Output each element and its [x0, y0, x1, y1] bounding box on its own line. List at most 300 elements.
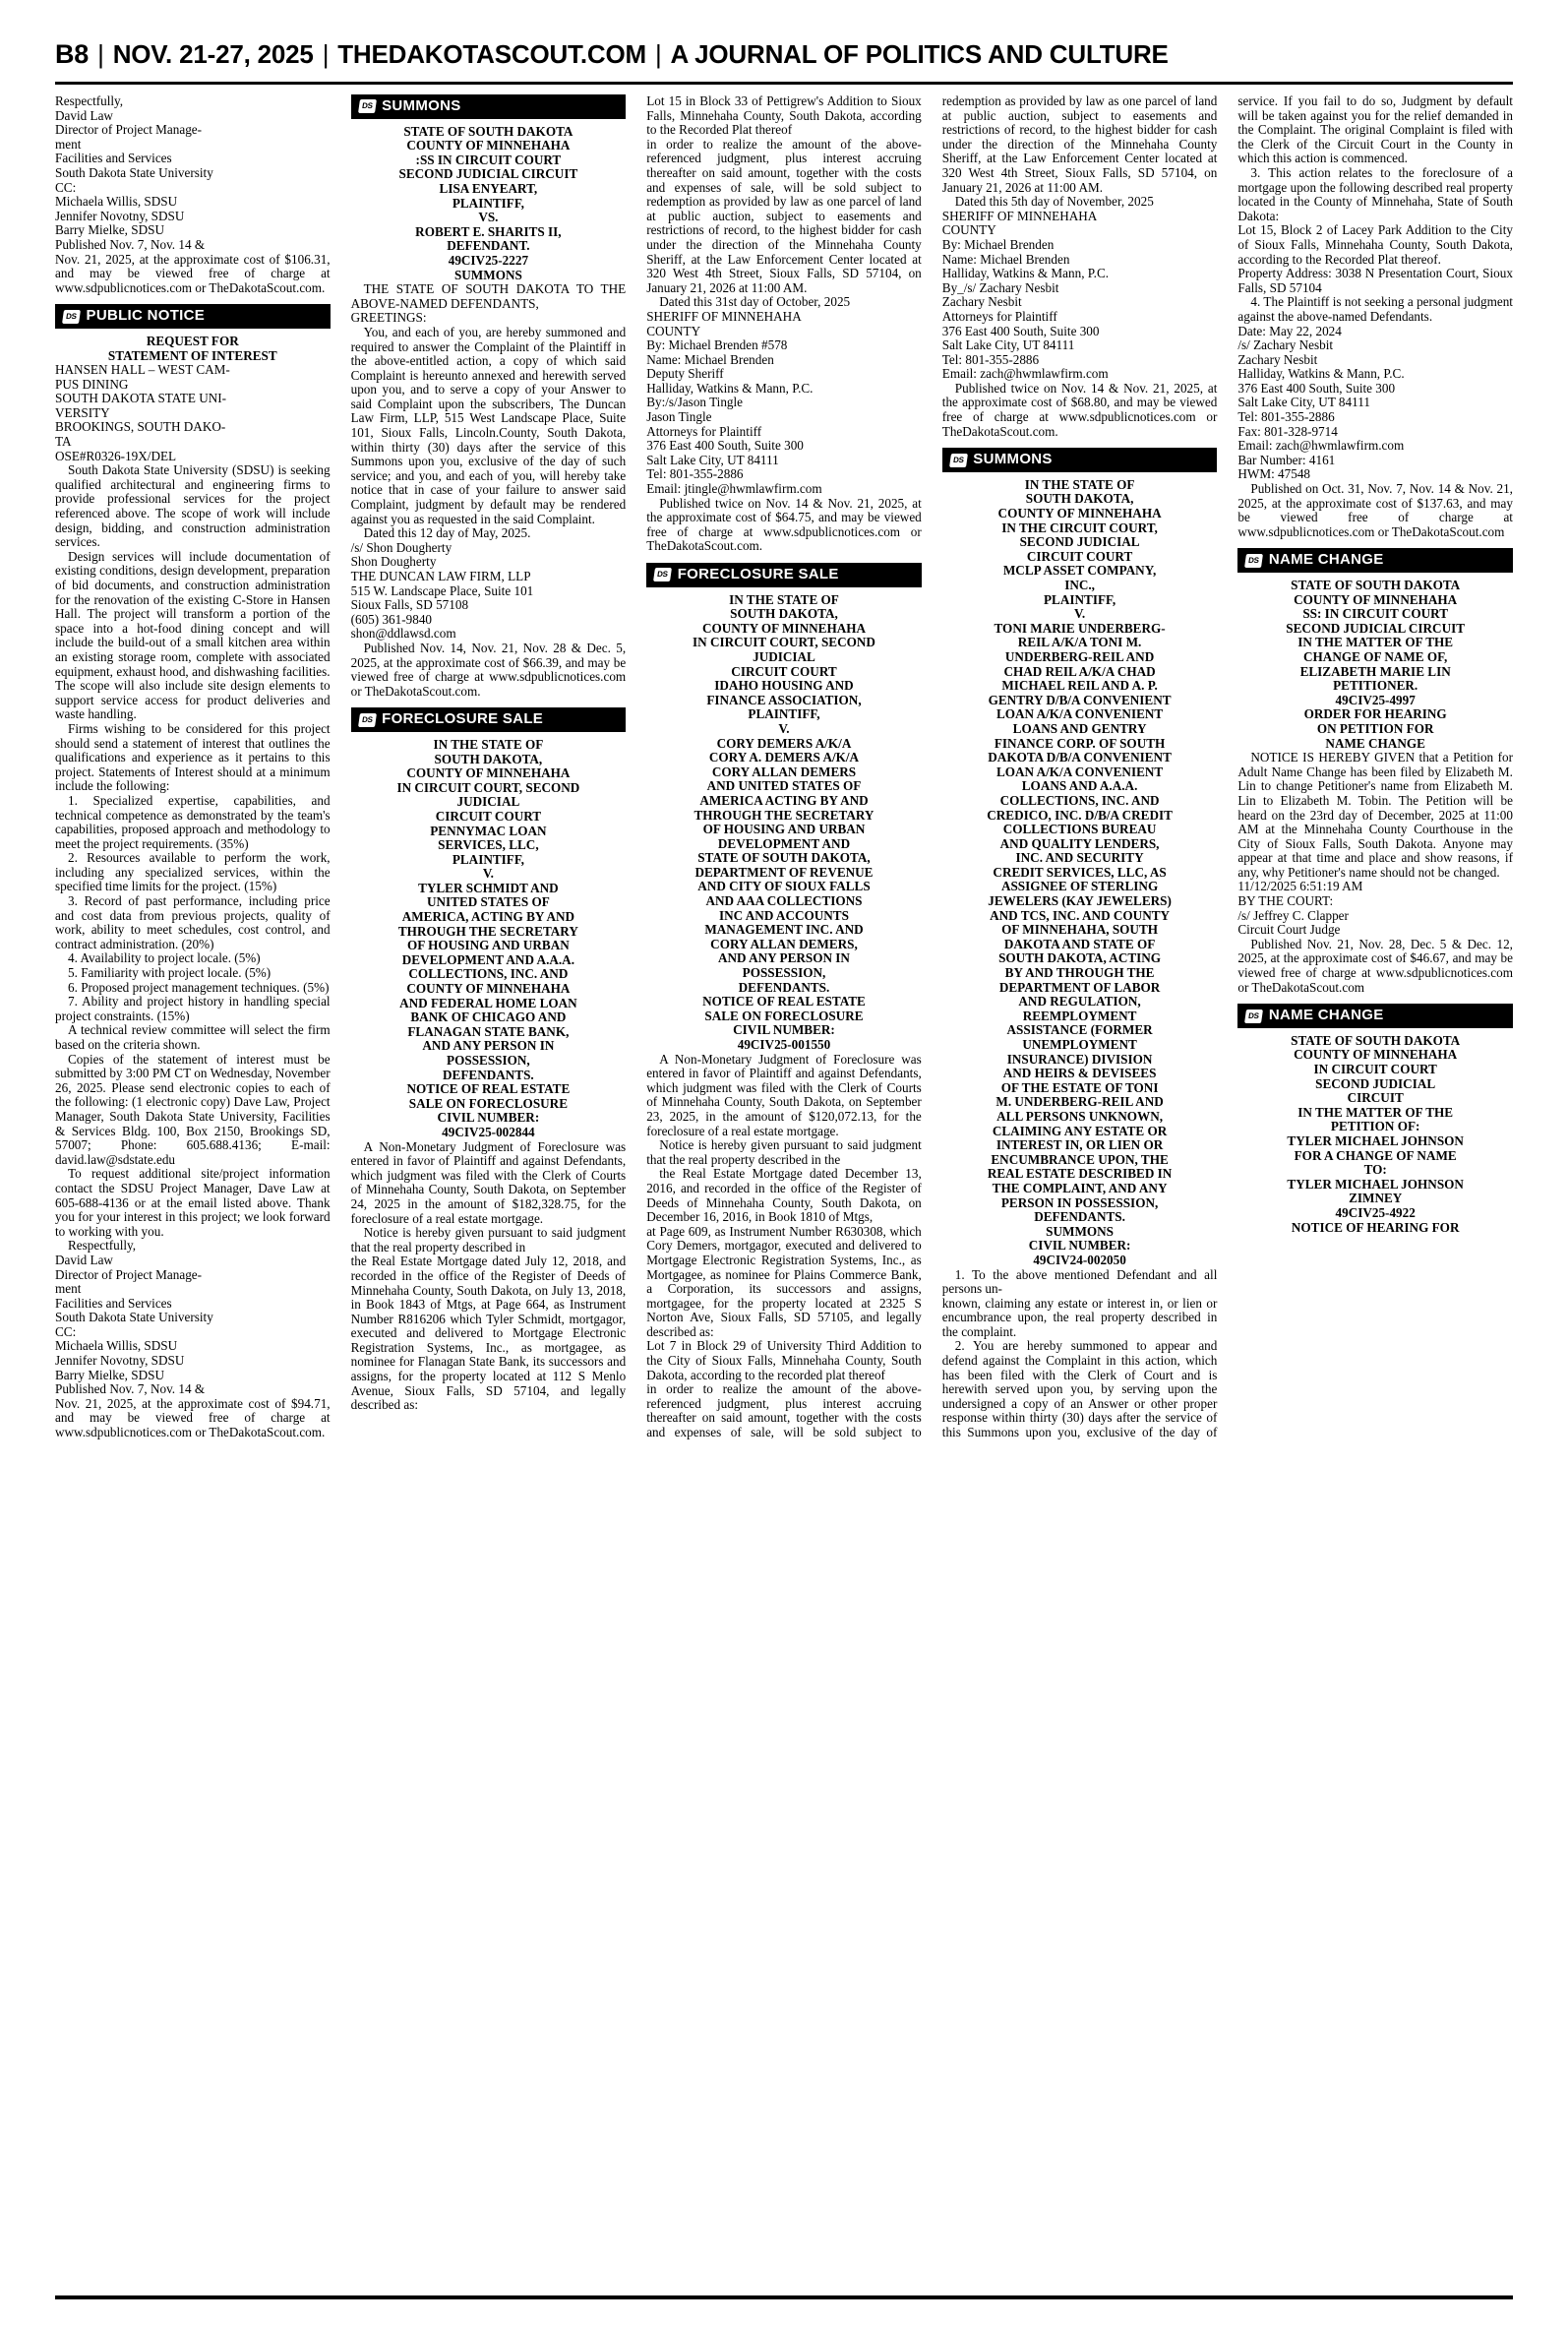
case-caption-line: CIVIL NUMBER: — [437, 1110, 540, 1126]
signature-line: Salt Lake City, UT 84111 — [1237, 395, 1370, 410]
signature-line: Date: May 22, 2024 — [1237, 323, 1342, 338]
case-caption-line: AND FEDERAL HOME LOAN — [399, 995, 577, 1010]
case-caption-line: CORY ALLAN DEMERS, — [710, 936, 858, 951]
continued-line: Director of Project Manage- — [55, 1266, 203, 1282]
case-caption-line: UNDERBERG-REIL AND — [1004, 648, 1155, 664]
signature-line: Salt Lake City, UT 84111 — [646, 452, 779, 467]
continued-line: Facilities and Services — [55, 1295, 172, 1311]
signature-line: HWM: 47548 — [1237, 466, 1311, 482]
section-header-label: NAME CHANGE — [1268, 551, 1384, 569]
notice-paragraph: Copies of the statement of interest must be submitted by 3:00 PM CT on Wednesday, November 26, 2025. Please send electronic copies to each of the following: (1 electronic copy) Dave Law, Project Manager, South Dakota State University, Facilities & Services Bldg. 100, Box 2150, Brookings SD, 57007; Phone: 605.688.4136; E-mail: david.law@sdstate.edu — [55, 1051, 331, 1167]
legal-description: Lot 15, Block 2 of Lacey Park Addition to the City of Sioux Falls, Minnehaha County, South Dakota, according to the Recorded Plat thereof. — [1237, 222, 1513, 267]
case-caption-line: IN THE MATTER OF THE — [1297, 635, 1454, 650]
signature-line: Name: Michael Brenden — [646, 351, 774, 367]
section-header-label: SUMMONS — [973, 451, 1053, 468]
summons-paragraph: 2. You are hereby summoned to appear and defend against the Complaint in this action, which has been filed with the Clerk of Court and is herewith served upon you, by serving upon the undersigned a copy of an Answer or other proper response within thirty (30) days after the service of this Summons upon you, exclusive of the day of service. If you fail to do so, Judgment by default will be taken against you for the relief demanded in the Complaint. The original Complaint is filed with the Clerk of the Circuit Court in the County in which this action is commenced. — [941, 93, 1513, 1440]
signature-line: shon@ddlawsd.com — [350, 626, 456, 642]
case-caption-line: INC. AND SECURITY — [1015, 850, 1144, 866]
case-caption-line: SECOND JUDICIAL CIRCUIT — [1286, 620, 1466, 636]
case-caption-line: IN CIRCUIT COURT, SECOND — [693, 635, 875, 650]
section-header-label: FORECLOSURE SALE — [382, 710, 544, 728]
continued-paragraph: known, claiming any estate or interest in, or lien or encumbrance upon, the real property described in the complaint. — [941, 1295, 1218, 1339]
section-header-label: SUMMONS — [382, 97, 461, 114]
case-caption-line: CORY DEMERS A/K/A — [716, 735, 852, 751]
published-line: Published on Oct. 31, Nov. 7, Nov. 14 & Nov. 21, 2025, at the approximate cost of $137.63, and may be viewed free of charge at www.sdpublicnotices.com or TheDakotaScout.com — [1237, 481, 1513, 539]
notice-paragraph: 2. Resources available to perform the work, including any specialized services, within the specified time limits for the project. (15%) — [55, 850, 331, 894]
case-caption-line: SECOND JUDICIAL CIRCUIT — [398, 166, 578, 182]
case-caption-line: STATE OF SOUTH DAKOTA — [403, 123, 573, 139]
case-caption-line: DEFENDANTS. — [1034, 1209, 1125, 1225]
case-caption-line: COUNTY OF MINNEHAHA — [1294, 591, 1458, 607]
foreclosure-paragraph: in order to realize the amount of the above-referenced judgment, plus interest accruing thereafter on said amount, together with the costs and expenses of sale, will be sold subject to redemption as provided by law as one parcel of land at public auction, subject to easements and restrictions of record, to the highest bidder for cash under the direction of the Minnehaha County Sheriff, at the Law Enforcement Center located at 320 West 4th Street, Sioux Falls, SD 57104, on January 21, 2026 at 11:00 AM. — [646, 136, 922, 295]
signature-line: BY THE COURT: — [1237, 893, 1334, 909]
scout-logo-icon: DS — [653, 568, 671, 581]
scout-logo-icon: DS — [358, 99, 376, 113]
case-caption-line: NOTICE OF REAL ESTATE — [406, 1081, 571, 1097]
case-caption-line: ASSIGNEE OF STERLING — [1000, 879, 1159, 894]
case-caption-line: SECOND JUDICIAL — [1019, 534, 1140, 550]
foreclosure-paragraph: A Non-Monetary Judgment of Foreclosure was entered in favor of Plaintiff and against Defendants, which judgment was filed with the Clerk of Courts of Minnehaha County, South Dakota, on September 23, 2025, in the amount of $120,072.13, for the foreclosure of a real estate mortgage. — [646, 1051, 922, 1138]
case-caption-line: CORY ALLAN DEMERS — [711, 764, 857, 779]
signature-line: Circuit Court Judge — [1237, 922, 1341, 938]
continued-line: Jennifer Novotny, SDSU — [55, 208, 185, 223]
case-caption-line: IN THE STATE OF — [1024, 476, 1135, 492]
case-caption-line: PLAINTIFF, — [452, 851, 524, 867]
notice-paragraph: To request additional site/project information contact the SDSU Project Manager, Dave Law at 605-688-4136 or at the email listed above. Thank you for your interest in this project; we look forward to working with you. — [55, 1166, 331, 1239]
case-caption-line: MICHAEL REIL AND A. P. — [1001, 678, 1158, 694]
continued-paragraph: at Page 609, as Instrument Number R630308, which Cory Demers, mortgagor, executed and delivered to Mortgage Electronic Registration Systems, Inc., as Mortgagee, as nominee for Plains Commerce Bank, a Corporation, its successors and assigns, mortgagee, for the property located at 2325 S Norton Ave, Sioux Falls, SD 57105, and legally described as: — [646, 1223, 922, 1339]
signature-line: Tel: 801-355-2886 — [941, 351, 1040, 367]
signature-line: 376 East 400 South, Suite 300 — [646, 438, 804, 454]
case-caption-line: PENNYMAC LOAN — [430, 823, 547, 838]
notice-sub-line: PUS DINING — [55, 376, 129, 392]
signature-line: By: Michael Brenden — [941, 236, 1055, 252]
case-caption-line: CREDIT SERVICES, LLC, AS — [993, 864, 1167, 880]
signature-line: By: Michael Brenden #578 — [646, 337, 788, 353]
scout-logo-icon: DS — [62, 310, 80, 324]
case-caption-line: THROUGH THE SECRETARY — [397, 923, 578, 939]
notice-paragraph: Respectfully, — [68, 1238, 137, 1254]
case-caption-line: AND CITY OF SIOUX FALLS — [697, 879, 871, 894]
section-header-label: NAME CHANGE — [1268, 1007, 1384, 1024]
case-caption-line: IN THE MATTER OF THE — [1297, 1104, 1454, 1120]
case-caption-line: COLLECTIONS BUREAU — [1002, 822, 1157, 837]
continued-line: Published Nov. 7, Nov. 14 & — [55, 1381, 206, 1397]
case-caption-line: ZIMNEY — [1349, 1191, 1403, 1206]
summons-paragraph: 4. The Plaintiff is not seeking a personal judgment against the above-named Defendants. — [1237, 294, 1513, 324]
case-caption-line: REEMPLOYMENT — [1022, 1008, 1137, 1023]
case-caption-line: LOAN A/K/A CONVENIENT — [995, 764, 1164, 779]
foreclosure-paragraph: the Real Estate Mortgage dated December 13, 2016, and recorded in the office of the Register of Deeds of Minnehaha County, South Dakota, on December 16, 2016, in Book 1810 of Mtgs, — [646, 1166, 922, 1225]
case-caption-line: PLAINTIFF, — [452, 195, 524, 211]
case-caption-line: DEFENDANTS. — [738, 979, 830, 995]
signature-line: Deputy Sheriff — [646, 366, 724, 382]
continued-line: CC: — [55, 179, 77, 195]
case-caption-line: POSSESSION, — [742, 965, 826, 981]
summons-paragraph: You, and each of you, are hereby summoned and required to answer the Complaint of the Plaintiff in the above-entitled action, a copy of which said Complaint is hereunto annexed and herewith served upon you, and to serve a copy of your Answer to said Complaint upon the subscribers, The Duncan Law Firm, LLP, 515 West Landscape Place, Suite 101, Sioux Falls, Lincoln.County, South Dakota, within thirty (30) days after the service of this Summons upon you, exclusive of the day of such service; and you, and each of you, will hereby take notice that in case of your failure to answer said Complaint, judgment by default may be rendered against you as requested in the said Complaint. — [350, 324, 627, 526]
case-caption-line: PETITION OF: — [1330, 1119, 1420, 1134]
signature-line: Fax: 801-328-9714 — [1237, 423, 1338, 439]
case-caption-line: SUMMONS — [453, 267, 522, 282]
summons-paragraph: GREETINGS: — [350, 310, 427, 326]
case-caption-line: AND TCS, INC. AND COUNTY — [990, 907, 1171, 923]
case-caption-line: :SS IN CIRCUIT COURT — [415, 152, 562, 167]
case-caption-line: DEPARTMENT OF LABOR — [998, 979, 1161, 995]
case-caption-line: AND UNITED STATES OF — [706, 778, 862, 794]
section-header-summons-2 — [942, 448, 1218, 472]
case-caption-line: PLAINTIFF, — [748, 706, 820, 722]
case-caption-line: PERSON IN POSSESSION, — [1000, 1194, 1159, 1210]
case-caption-line: DAKOTA AND STATE OF — [1003, 936, 1156, 951]
case-caption-line: OF MINNEHAHA, SOUTH — [1001, 922, 1159, 938]
case-caption-line: COLLECTIONS, INC. AND — [999, 792, 1160, 808]
signature-line: Shon Dougherty — [350, 554, 437, 570]
case-caption-line: COUNTY OF MINNEHAHA — [406, 981, 571, 997]
signature-line: /s/ Shon Dougherty — [350, 539, 452, 555]
continued-line: South Dakota State University — [55, 164, 213, 180]
continued-line: David Law — [55, 1252, 113, 1267]
case-caption-line: DEVELOPMENT AND — [717, 835, 851, 851]
continued-tail: Nov. 21, 2025, at the approximate cost of $106.31, and may be viewed free of charge at www.sdpublicnotices.com or TheDakotaScout.com. — [55, 251, 331, 295]
scout-logo-icon: DS — [1244, 554, 1262, 568]
case-caption-line: JUDICIAL — [456, 794, 520, 810]
case-caption-line: JUDICIAL — [753, 648, 815, 664]
case-caption-line: CORY A. DEMERS A/K/A — [708, 750, 860, 765]
case-caption-line: LOANS AND GENTRY — [1012, 720, 1147, 736]
notice-sub-line: BROOKINGS, SOUTH DAKO- — [55, 419, 226, 435]
signature-line: Zachary Nesbit — [1237, 351, 1318, 367]
notice-paragraph: 7. Ability and project history in handling special project constraints. (15%) — [55, 994, 331, 1023]
notice-paragraph: A technical review committee will select the firm based on the criteria shown. — [55, 1022, 331, 1052]
signature-line: /s/ Zachary Nesbit — [1237, 337, 1334, 353]
case-caption-line: MANAGEMENT INC. AND — [704, 922, 864, 938]
legal-description: Lot 7 in Block 29 of University Third Addition to the City of Sioux Falls, Minnehaha County, South Dakota, according to the recorded plat thereof — [646, 1338, 922, 1382]
notice-sub-line: OSE#R0326-19X/DEL — [55, 448, 177, 463]
case-caption-line: 49CIV24-002050 — [1033, 1252, 1126, 1267]
case-caption-line: NOTICE OF REAL ESTATE — [702, 994, 866, 1010]
case-caption-line: STATE OF SOUTH DAKOTA — [1291, 1032, 1461, 1048]
section-header-name-change-1 — [1237, 548, 1513, 573]
case-caption-line: AND ANY PERSON IN — [422, 1038, 555, 1054]
section-header-label: PUBLIC NOTICE — [86, 307, 206, 325]
section-header-summons — [351, 94, 627, 119]
case-caption-line: CIVIL NUMBER: — [733, 1022, 835, 1038]
case-caption-line: VS. — [478, 210, 499, 225]
continued-line: ment — [55, 1281, 82, 1297]
case-caption-line: SOUTH DAKOTA, ACTING — [998, 950, 1162, 966]
case-caption-line: CREDICO, INC. D/B/A CREDIT — [987, 807, 1173, 823]
notice-paragraph: 5. Familiarity with project locale. (5%) — [68, 965, 271, 981]
continued-tail: Nov. 21, 2025, at the approximate cost of $94.71, and may be viewed free of charge at www.sdpublicnotices.com or TheDakotaScout.com. — [55, 1395, 331, 1440]
foreclosure-paragraph: A Non-Monetary Judgment of Foreclosure was entered in favor of Plaintiff and against Defendants, which judgment was filed with the Clerk of Courts of Minnehaha County, South Dakota, on September 24, 2025 in the amount of $182,328.75, for the foreclosure of a real estate mortgage. — [350, 1138, 627, 1226]
continued-line: David Law — [55, 107, 113, 123]
case-caption-line: ELIZABETH MARIE LIN — [1299, 663, 1451, 679]
continued-line: Respectfully, — [55, 93, 124, 108]
case-caption-line: UNEMPLOYMENT — [1022, 1037, 1137, 1052]
case-caption-line: AND HEIRS & DEVISEES — [1002, 1066, 1157, 1081]
public-notice-title — [55, 335, 331, 363]
notice-paragraph: 1. Specialized expertise, capabilities, and technical competence as demonstrated by the team's capabilities, proposed approach and methodology to meet the project requirements. (35%) — [55, 792, 331, 851]
case-caption-line: ROBERT E. SHARITS II, — [415, 223, 562, 239]
signature-line: Name: Michael Brenden — [941, 251, 1070, 267]
case-caption-line: ENCUMBRANCE UPON, THE — [991, 1151, 1169, 1167]
case-caption-line: ORDER FOR HEARING — [1303, 706, 1447, 722]
signature-line: THE DUNCAN LAW FIRM, LLP — [350, 569, 531, 583]
case-caption-line: INTEREST IN, OR LIEN OR — [995, 1137, 1164, 1153]
case-caption-line: OF HOUSING AND URBAN — [702, 822, 866, 837]
signature-line: Halliday, Watkins & Mann, P.C. — [941, 266, 1110, 281]
case-caption-line: INSURANCE) DIVISION — [1006, 1051, 1153, 1067]
case-caption-line: CLAIMING ANY ESTATE OR — [992, 1123, 1168, 1138]
case-caption-line: COUNTY OF MINNEHAHA — [997, 506, 1162, 521]
case-caption-line: IN THE CIRCUIT COURT, — [1001, 520, 1158, 535]
masthead-separator-3: | — [654, 39, 662, 69]
summons-paragraph: THE STATE OF SOUTH DAKOTA TO THE ABOVE-NAMED DEFENDANTS, — [350, 281, 627, 311]
masthead — [55, 39, 1513, 82]
signature-line: By:/s/Jason Tingle — [646, 395, 744, 410]
continued-line: Barry Mielke, SDSU — [55, 222, 164, 238]
section-header-foreclosure-sale-1 — [351, 707, 627, 732]
case-caption-line: FINANCE CORP. OF SOUTH — [994, 735, 1166, 751]
case-caption-line: IN THE STATE OF — [729, 591, 839, 607]
signature-line: Attorneys for Plaintiff — [941, 308, 1057, 324]
case-caption-line: V. — [778, 720, 790, 736]
case-caption-line: JEWELERS (KAY JEWELERS) — [988, 893, 1172, 909]
case-caption-line: POSSESSION, — [447, 1053, 530, 1068]
case-caption-line: DAKOTA D/B/A CONVENIENT — [988, 750, 1172, 765]
continued-notice-block — [55, 94, 331, 295]
published-line: Published Nov. 14, Nov. 21, Nov. 28 & Dec. 5, 2025, at the approximate cost of $66.39, and may be viewed free of charge at www.sdpublicnotices.com or TheDakotaScout.com. — [350, 640, 627, 699]
case-caption-line: FLANAGAN STATE BANK, — [407, 1023, 570, 1039]
signature-line: COUNTY — [646, 323, 701, 338]
case-caption-line: SECOND JUDICIAL — [1315, 1075, 1436, 1091]
case-caption-line: PLAINTIFF, — [1044, 591, 1116, 607]
signature-line: /s/ Jeffrey C. Clapper — [1237, 907, 1349, 923]
case-caption-line: AND QUALITY LENDERS, — [999, 835, 1160, 851]
notice-paragraph: 6. Proposed project management techniques. (5%) — [68, 979, 330, 995]
foreclosure-paragraph: Notice is hereby given pursuant to said judgment that the real property described in — [350, 1225, 627, 1254]
notice-paragraph: South Dakota State University (SDSU) is seeking qualified architectural and engineering firms to provide professional services for the project referenced above. The scope of work will include design, bidding, and construction administration services. — [55, 462, 331, 550]
published-line: Published Nov. 21, Nov. 28, Dec. 5 & Dec. 12, 2025, at the approximate cost of $46.67, and may be viewed free of charge at www.sdpublicnotices.com or TheDakotaScout.com — [1237, 936, 1513, 995]
case-caption-line: ON PETITION FOR — [1316, 720, 1434, 736]
summons-paragraph: Dated this 12 day of May, 2025. — [363, 525, 531, 541]
case-caption-line: THROUGH THE SECRETARY — [694, 807, 874, 823]
classifieds-columns — [55, 94, 1513, 2269]
case-caption-line: SALE ON FORECLOSURE — [704, 1008, 864, 1023]
case-caption-line: GENTRY D/B/A CONVENIENT — [988, 692, 1172, 707]
signature-line: COUNTY — [941, 222, 996, 238]
case-caption-line: AND ANY PERSON IN — [718, 950, 850, 966]
signature-line: Bar Number: 4161 — [1237, 452, 1336, 467]
continued-notice-block-2 — [55, 1254, 331, 1440]
case-caption-line: SUMMONS — [1046, 1223, 1115, 1239]
signature-line: Email: zach@hwmlawfirm.com — [941, 366, 1109, 382]
case-caption-line: COUNTY OF MINNEHAHA — [1294, 1047, 1458, 1063]
case-caption-line: REAL ESTATE DESCRIBED IN — [987, 1166, 1173, 1182]
case-caption-line: V. — [482, 866, 494, 882]
notice-sub-line: TA — [55, 434, 72, 450]
notice-paragraph: 3. Record of past performance, including price and cost data from previous projects, quality of work, ability to meet schedules, cost control, and contract administration. (20%) — [55, 893, 331, 951]
case-caption-line: LOANS AND A.A.A. — [1021, 778, 1138, 794]
signature-line: Email: jtingle@hwmlawfirm.com — [646, 481, 822, 497]
case-caption-line: 49CIV25-001550 — [737, 1037, 831, 1052]
continued-line: Jennifer Novotny, SDSU — [55, 1353, 185, 1369]
case-caption-line: AMERICA ACTING BY AND — [699, 792, 869, 808]
case-caption-line: DEVELOPMENT AND A.A.A. — [401, 951, 575, 967]
case-caption-line: SERVICES, LLC, — [438, 837, 539, 853]
case-caption-line: CIRCUIT COURT — [435, 808, 542, 824]
signature-line: (605) 361-9840 — [350, 611, 433, 627]
case-caption-line: MCLP ASSET COMPANY, — [1002, 563, 1157, 579]
masthead-tagline: A JOURNAL OF POLITICS AND CULTURE — [670, 39, 1169, 69]
case-caption-line: OF THE ESTATE OF TONI — [1000, 1079, 1159, 1095]
notice-paragraph: Firms wishing to be considered for this project should send a statement of interest that outlines the qualifications and experience as it pertains to this project. Statements of Interest should at a minimum include the following: — [55, 720, 331, 794]
case-caption-line: CIRCUIT COURT — [731, 663, 837, 679]
continued-line: Director of Project Manage- — [55, 122, 203, 138]
case-caption-line: IN CIRCUIT COURT, SECOND — [396, 779, 580, 795]
case-caption-line: THE COMPLAINT, AND ANY — [992, 1180, 1168, 1195]
case-caption-line: COUNTY OF MINNEHAHA — [701, 620, 867, 636]
notice-paragraph: 4. Availability to project locale. (5%) — [68, 950, 261, 966]
case-caption-line: BANK OF CHICAGO AND — [410, 1010, 567, 1025]
continued-paragraph: the Real Estate Mortgage dated July 12, 2018, and recorded in the office of the Register of Deeds of Minnehaha County, South Dakota, on July 13, 2018, in Book 1843 of Mtgs, at Page 664, as Instrument Number R816206 which Tyler Schmidt, mortgagor, executed and delivered to Mortgage Electronic Registration Systems, Inc., as mortgagee, as nominee for Flanagan State Bank, its successors and assigns, for the property located at 112 S Menlo Avenue, Sioux Falls, SD 57104, and legally described as: — [350, 1254, 627, 1413]
case-caption-line: LOAN A/K/A CONVENIENT — [995, 706, 1164, 722]
signature-line: Sioux Falls, SD 57108 — [350, 597, 469, 613]
case-caption-line: PETITIONER. — [1333, 678, 1418, 694]
signature-line: Zachary Nesbit — [941, 294, 1022, 310]
case-caption-line: TYLER MICHAEL JOHNSON — [1287, 1176, 1464, 1192]
case-caption-line: CIRCUIT — [1347, 1090, 1404, 1106]
case-caption-line: TONI MARIE UNDERBERG- — [994, 620, 1166, 636]
signature-line: Attorneys for Plaintiff — [646, 423, 762, 439]
signature-line: Tel: 801-355-2886 — [646, 466, 744, 482]
signature-line: By_/s/ Zachary Nesbit — [941, 279, 1059, 295]
foreclosure-paragraph: Notice is hereby given pursuant to said judgment that the real property described in the — [646, 1137, 922, 1167]
case-caption-line: REIL A/K/A TONI M. — [1017, 635, 1142, 650]
case-caption-line: UNITED STATES OF — [426, 894, 550, 910]
case-caption-line: IN THE STATE OF — [433, 736, 544, 752]
notice-title-line: STATEMENT OF INTEREST — [107, 347, 277, 363]
signature-line: Halliday, Watkins & Mann, P.C. — [1237, 366, 1405, 382]
notice-paragraph: Design services will include documentation of existing conditions, design development, preparation of bid documents, and construction administration for the renovation of the existing C-Store in Hansen Hall. The project will transform a portion of the space into a hot-food dining concept and will include the build-out of a small kitchen area within an existing storage room, complete with associated equipment, exhaust hood, and dishwashing facilities. The scope will also include site design elements to support service access for product deliveries and waste handling. — [55, 548, 331, 722]
case-caption-line: SOUTH DAKOTA, — [730, 606, 838, 622]
continued-line: South Dakota State University — [55, 1310, 213, 1325]
case-caption-line: TYLER MICHAEL JOHNSON — [1287, 1132, 1464, 1148]
case-caption-line: FINANCE ASSOCIATION, — [706, 692, 862, 707]
case-caption-line: LISA ENYEART, — [439, 180, 538, 196]
footer-rule — [55, 2295, 1513, 2299]
case-caption-line: 49CIV25-002844 — [442, 1124, 535, 1139]
signature-line: 11/12/2025 6:51:19 AM — [1237, 879, 1363, 894]
signature-line: Salt Lake City, UT 84111 — [941, 337, 1075, 353]
signature-line: Tel: 801-355-2886 — [1237, 409, 1335, 425]
case-caption-line: CIVIL NUMBER: — [1028, 1238, 1131, 1254]
case-caption-line: IDAHO HOUSING AND — [714, 678, 854, 694]
published-line: Published twice on Nov. 14 & Nov. 21, 2025, at the approximate cost of $64.75, and may be viewed free of charge at www.sdpublicnotices.com or TheDakotaScout.com. — [646, 495, 922, 554]
case-caption-line: SOUTH DAKOTA, — [1025, 491, 1134, 507]
signature-line: SHERIFF OF MINNEHAHA — [941, 208, 1098, 223]
case-caption-line: SALE ON FORECLOSURE — [408, 1095, 568, 1111]
scout-logo-icon: DS — [358, 713, 376, 727]
case-caption-line: CHANGE OF NAME OF, — [1303, 648, 1448, 664]
scout-logo-icon: DS — [949, 454, 967, 467]
case-caption-line: DEFENDANTS. — [443, 1067, 534, 1082]
signature-line: Jason Tingle — [646, 409, 712, 425]
signature-line: 376 East 400 South, Suite 300 — [941, 323, 1100, 338]
foreclosure-paragraph: in order to realize the amount of the above-referenced judgment, plus interest accruing thereafter on said amount, together with the costs and expenses of sale, will be sold subject to redemption as provided by law as one parcel of land at public auction, subject to easements and restrictions of record, to the highest bidder for cash under the direction of the Minnehaha County Sheriff, at the Law Enforcement Center located at 320 West 4th Street, Sioux Falls, SD 57104, on January 21, 2026 at 11:00 AM. — [646, 93, 1218, 1440]
scout-logo-icon: DS — [1244, 1010, 1262, 1023]
notice-sub-line: SOUTH DAKOTA STATE UNI- — [55, 391, 227, 406]
continued-line: Barry Mielke, SDSU — [55, 1367, 164, 1382]
case-caption-line: BY AND THROUGH THE — [1004, 965, 1155, 981]
notice-title-line: REQUEST FOR — [146, 333, 239, 348]
section-header-public-notice — [55, 304, 331, 329]
foreclosure-paragraph: Dated this 5th day of November, 2025 — [954, 194, 1154, 210]
case-caption-line: NOTICE OF HEARING FOR — [1291, 1219, 1460, 1235]
notice-sub-line: HANSEN HALL – WEST CAM- — [55, 362, 230, 378]
continued-line: Facilities and Services — [55, 151, 172, 166]
case-caption-line: AND AAA COLLECTIONS — [705, 893, 863, 909]
case-caption-line: TO: — [1363, 1162, 1387, 1178]
continued-line: ment — [55, 136, 82, 152]
summons-paragraph: 1. To the above mentioned Defendant and all persons un- — [941, 1266, 1218, 1297]
case-caption-line: DEPARTMENT OF REVENUE — [694, 864, 874, 880]
section-header-foreclosure-sale-2 — [646, 563, 922, 587]
continued-line: Michaela Willis, SDSU — [55, 194, 178, 210]
case-caption-line: STATE OF SOUTH DAKOTA — [1291, 578, 1461, 592]
signature-line: 376 East 400 South, Suite 300 — [1237, 380, 1396, 396]
case-caption-line: AND REGULATION, — [1018, 994, 1141, 1010]
case-caption-line: DEFENDANT. — [447, 238, 530, 254]
case-caption-line: ALL PERSONS UNKNOWN, — [996, 1108, 1164, 1124]
case-caption-line: FOR A CHANGE OF NAME — [1294, 1147, 1457, 1163]
signature-line: Halliday, Watkins & Mann, P.C. — [646, 380, 814, 396]
case-caption-line: 49CIV25-2227 — [448, 252, 529, 268]
case-caption-line: V. — [1074, 606, 1086, 622]
case-caption-line: COUNTY OF MINNEHAHA — [406, 765, 571, 781]
page-number: B8 — [55, 39, 90, 69]
case-caption-line: CHAD REIL A/K/A CHAD — [1003, 663, 1156, 679]
section-header-label: FORECLOSURE SALE — [677, 566, 839, 582]
masthead-site: THEDAKOTASCOUT.COM — [337, 39, 646, 69]
case-caption-line: INC AND ACCOUNTS — [719, 907, 849, 923]
case-caption-line: SS: IN CIRCUIT COURT — [1302, 606, 1449, 622]
case-caption-line: SOUTH DAKOTA, — [434, 751, 543, 766]
case-caption-line: NAME CHANGE — [1325, 735, 1425, 751]
continued-line: CC: — [55, 1323, 77, 1339]
signature-line: 515 W. Landscape Place, Suite 101 — [350, 582, 534, 598]
foreclosure-paragraph: Dated this 31st day of October, 2025 — [659, 294, 851, 310]
case-caption-line: COUNTY OF MINNEHAHA — [406, 138, 571, 153]
case-caption-line: AMERICA, ACTING BY AND — [401, 909, 575, 925]
continued-line: Published Nov. 7, Nov. 14 & — [55, 236, 206, 252]
continued-line: Michaela Willis, SDSU — [55, 1338, 178, 1354]
property-address: Property Address: 3038 N Presentation Court, Sioux Falls, SD 57104 — [1237, 266, 1513, 295]
masthead-separator-1: | — [97, 39, 104, 69]
masthead-separator-2: | — [322, 39, 330, 69]
published-line: Published twice on Nov. 14 & Nov. 21, 2025, at the approximate cost of $68.80, and may be viewed free of charge at www.sdpublicnotices.com or TheDakotaScout.com. — [941, 380, 1218, 439]
legal-description: Lot 15 in Block 33 of Pettigrew's Addition to Sioux Falls, Minnehaha County, South Dakota, according to the Recorded Plat thereof — [646, 93, 922, 138]
case-caption-line: COLLECTIONS, INC. AND — [408, 966, 569, 982]
case-caption-line: STATE OF SOUTH DAKOTA, — [697, 850, 871, 866]
name-change-paragraph: NOTICE IS HEREBY GIVEN that a Petition for Adult Name Change has been filed by Elizabeth M. Lin to change Petitioner's name from Elizabeth M. Lin to Elizabeth M. Tobin. The Petition will be heard on the 23rd day of December, 2025 at 11:00 AM at the Minnehaha County Courthouse in the City of Sioux Falls, South Dakota. Anyone may appear at that time and place and show reasons, if any, why Petitioner's name should not be changed. — [1237, 750, 1513, 880]
masthead-rule — [55, 82, 1513, 85]
case-caption-line: INC., — [1064, 578, 1095, 592]
case-caption-line: 49CIV25-4997 — [1335, 692, 1416, 707]
case-caption-line: ASSISTANCE (FORMER — [1006, 1022, 1153, 1038]
notice-sub-line: VERSITY — [55, 404, 110, 420]
case-caption-line: IN CIRCUIT COURT — [1313, 1062, 1437, 1076]
